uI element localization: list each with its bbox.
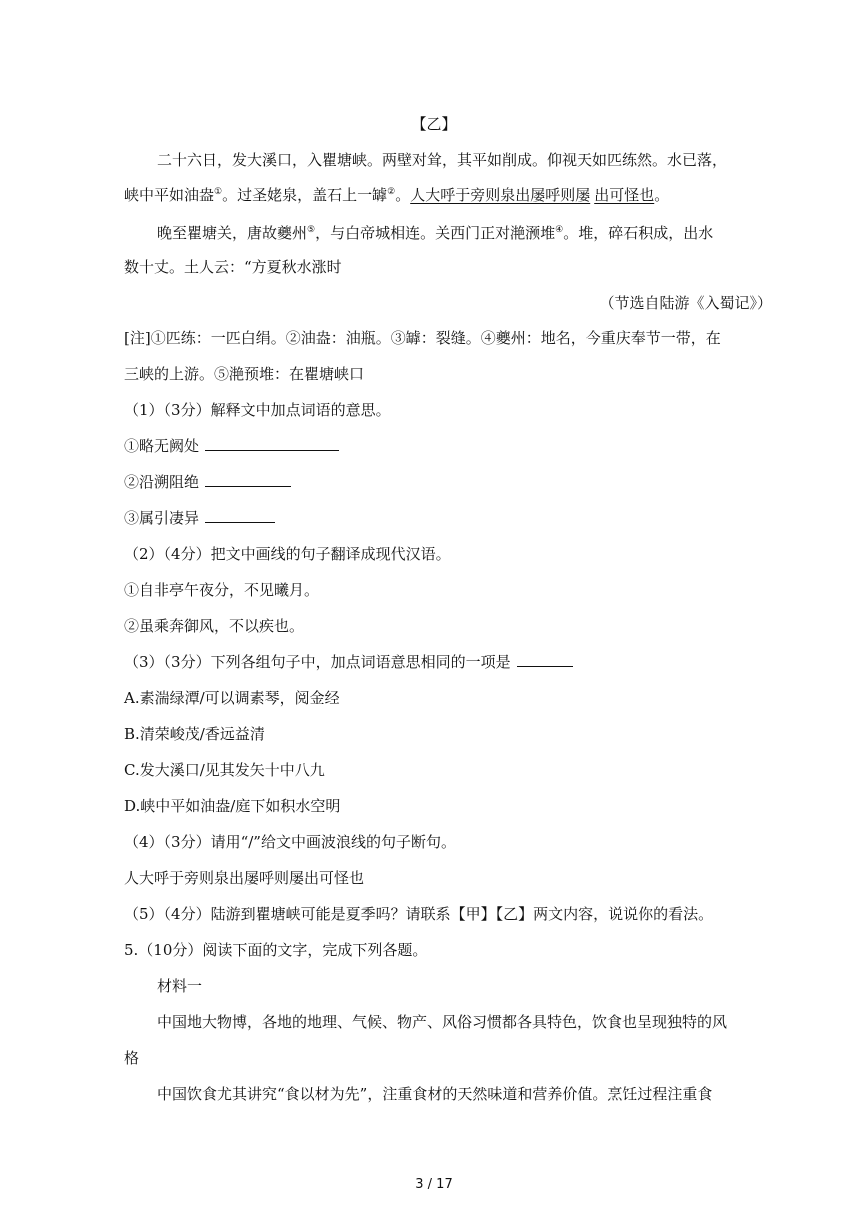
text: （3）（3分）下列各组句子中，加点词语意思相同的一项是 xyxy=(124,653,511,671)
material1-line1: 中国地大物博，各地的地理、气候、物产、风俗习惯都各具特色，饮食也呈现独特的风 xyxy=(157,1013,728,1031)
q1-title: （1）（3分）解释文中加点词语的意思。 xyxy=(124,401,391,419)
text: ，与白帝城相连。关西门正对滟滪堆 xyxy=(315,224,556,242)
q3-option-a: A.素湍绿潭/可以调素琴，阅金经 xyxy=(124,689,340,707)
source-citation: （节选自陆游《入蜀记》） xyxy=(599,294,772,312)
material1-line2: 格 xyxy=(124,1049,140,1067)
q2-title: （2）（4分）把文中画线的句子翻译成现代汉语。 xyxy=(124,545,451,563)
underlined-sentence: 人大呼于旁则泉出屡呼则屡 xyxy=(410,186,591,204)
q3-option-d: D.峡中平如油盎/庭下如积水空明 xyxy=(124,797,341,815)
material2-line1: 中国饮食尤其讲究“食以材为先”，注重食材的天然味道和营养价值。烹饪过程注重食 xyxy=(157,1085,713,1103)
underlined-sentence-end: 出可怪也 xyxy=(594,186,655,204)
answer-blank[interactable] xyxy=(517,652,573,667)
q2-item-b: ②虽乘奔御风，不以疾也。 xyxy=(124,617,305,635)
notes-line1: [注]①匹练：一匹白绢。②油盎：油瓶。③罅：裂缝。④夔州：地名，今重庆奉节一带，在 xyxy=(124,329,721,347)
text: 峡中平如油盎 xyxy=(124,186,215,204)
q4-sentence: 人大呼于旁则泉出屡呼则屡出可怪也 xyxy=(124,869,365,887)
text: ③属引凄异 xyxy=(124,509,200,527)
q4-title: （4）（3分）请用“/”给文中画波浪线的句子断句。 xyxy=(124,833,456,851)
para2-line2: 数十丈。土人云：“方夏秋水涨时 xyxy=(124,258,342,276)
text: 晚至瞿塘关，唐故夔州 xyxy=(157,224,308,242)
note-mark: ⑤ xyxy=(307,225,316,235)
q1-item-a xyxy=(124,436,339,456)
q1-item-c xyxy=(124,508,275,528)
text: ②沿溯阻绝 xyxy=(124,473,200,491)
text: 。 xyxy=(395,186,411,204)
answer-blank[interactable] xyxy=(205,436,339,451)
material-heading: 材料一 xyxy=(157,977,203,995)
section-header: 【乙】 xyxy=(411,115,457,133)
page-number: 3 / 17 xyxy=(415,1177,453,1192)
text: 。堆，碎石积成，出水 xyxy=(563,224,714,242)
q5-title: （5）（4分）陆游到瞿塘峡可能是夏季吗？请联系【甲】【乙】两文内容，说说你的看法。 xyxy=(124,905,714,923)
text: 。过圣姥泉，盖石上一罅 xyxy=(222,186,388,204)
para1-line1: 二十六日，发大溪口，入瞿塘峡。两壁对耸，其平如削成。仰视天如匹练然。水已落， xyxy=(157,151,728,169)
q1-item-b xyxy=(124,472,291,492)
section5-title: 5.（10分）阅读下面的文字，完成下列各题。 xyxy=(124,941,428,959)
answer-blank[interactable] xyxy=(205,472,291,487)
note-mark: ① xyxy=(214,187,223,197)
text: ①略无阙处 xyxy=(124,437,200,455)
q2-item-a: ①自非亭午夜分，不见曦月。 xyxy=(124,581,320,599)
q3-title xyxy=(124,652,573,672)
notes-line2: 三峡的上游。⑤滟预堆：在瞿塘峡口 xyxy=(124,365,365,383)
text: 。 xyxy=(654,186,670,204)
q3-option-b: B.清荣峻茂/香远益清 xyxy=(124,725,265,743)
q3-option-c: C.发大溪口/见其发矢十中八九 xyxy=(124,761,325,779)
para1-line2 xyxy=(124,185,669,205)
note-mark: ④ xyxy=(555,225,564,235)
answer-blank[interactable] xyxy=(205,508,275,523)
note-mark: ② xyxy=(387,187,396,197)
para2-line1 xyxy=(157,223,713,243)
